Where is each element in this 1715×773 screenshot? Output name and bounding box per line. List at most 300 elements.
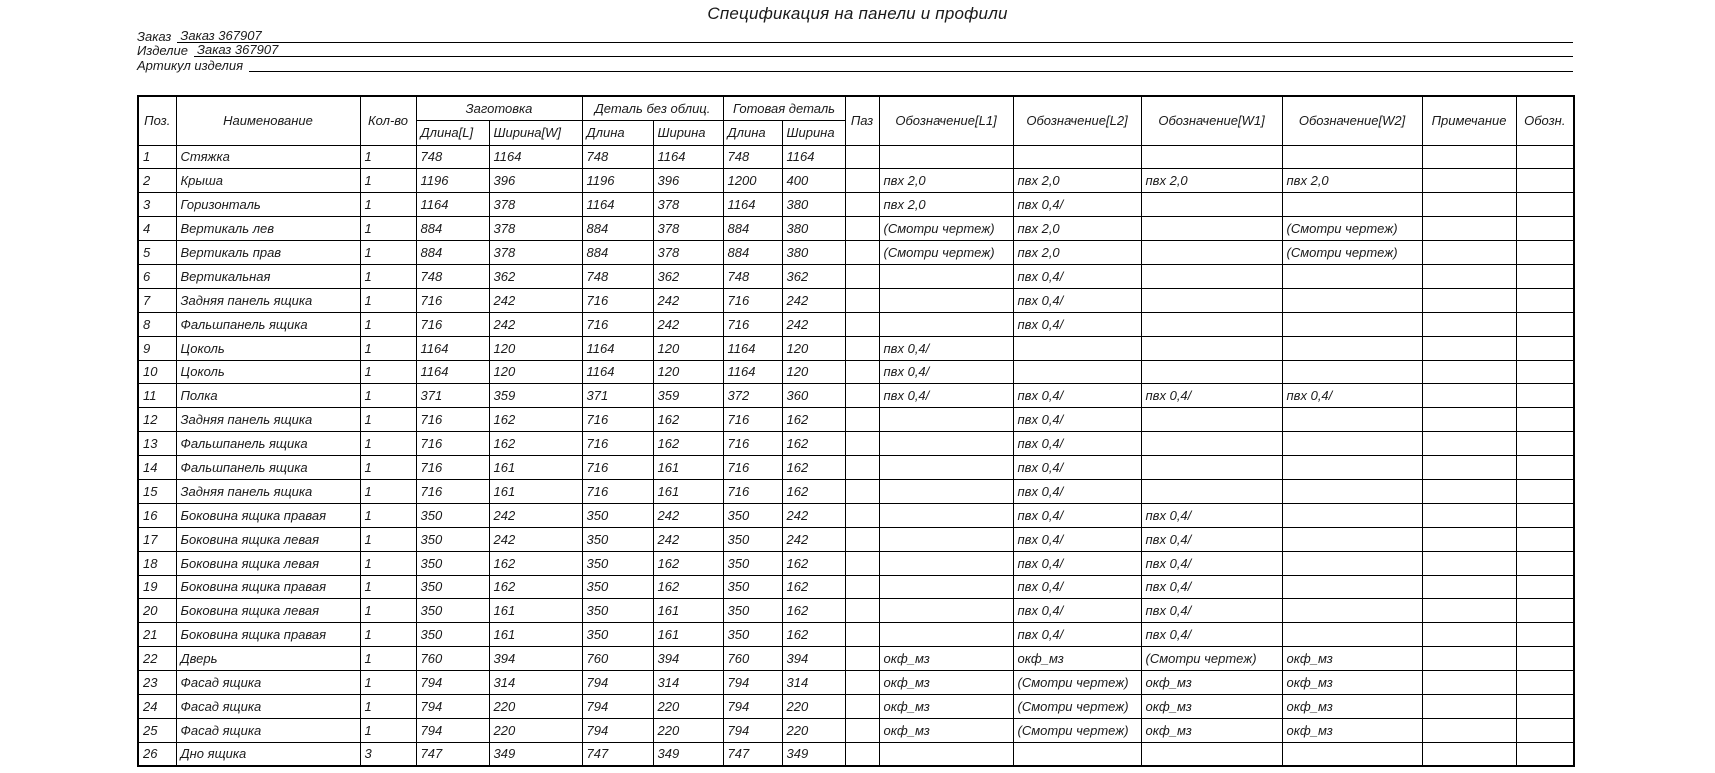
cell-qty: 1 (360, 145, 416, 169)
cell-ready-width: 1164 (782, 145, 845, 169)
cell-raw-length: 350 (582, 599, 653, 623)
cell-blank-length: 716 (416, 408, 489, 432)
cell-mark-l1 (879, 456, 1013, 480)
cell-raw-width: 161 (653, 623, 723, 647)
cell-blank-width: 242 (489, 503, 582, 527)
cell-sign (1516, 432, 1574, 456)
cell-blank-length: 350 (416, 623, 489, 647)
cell-mark-w2 (1282, 336, 1422, 360)
cell-mark-l2: пвх 0,4/ (1013, 312, 1141, 336)
cell-sign (1516, 599, 1574, 623)
cell-mark-l1: пвх 0,4/ (879, 384, 1013, 408)
cell-name: Задняя панель ящика (176, 288, 360, 312)
cell-mark-l1: (Смотри чертеж) (879, 241, 1013, 265)
cell-raw-length: 350 (582, 551, 653, 575)
table-row (138, 408, 1574, 432)
cell-raw-width: 242 (653, 288, 723, 312)
cell-ready-length: 716 (723, 479, 782, 503)
cell-paz (845, 599, 879, 623)
page-title: Спецификация на панели и профили (707, 4, 1008, 23)
cell-blank-length: 794 (416, 671, 489, 695)
cell-qty: 1 (360, 408, 416, 432)
cell-name: Дно ящика (176, 742, 360, 766)
cell-name: Фальшпанель ящика (176, 432, 360, 456)
cell-note (1422, 360, 1516, 384)
cell-mark-w2 (1282, 360, 1422, 384)
cell-blank-width: 161 (489, 456, 582, 480)
cell-raw-length: 884 (582, 241, 653, 265)
cell-blank-width: 242 (489, 312, 582, 336)
cell-name: Фасад ящика (176, 671, 360, 695)
cell-blank-width: 314 (489, 671, 582, 695)
cell-mark-w2 (1282, 742, 1422, 766)
cell-pos: 18 (138, 551, 176, 575)
cell-name: Фальшпанель ящика (176, 456, 360, 480)
cell-mark-l2: пвх 0,4/ (1013, 432, 1141, 456)
cell-sign (1516, 241, 1574, 265)
cell-sign (1516, 527, 1574, 551)
spec-table (137, 95, 1575, 767)
cell-mark-w1 (1141, 408, 1282, 432)
cell-raw-length: 794 (582, 718, 653, 742)
cell-mark-w2 (1282, 408, 1422, 432)
cell-qty: 1 (360, 551, 416, 575)
cell-mark-l1 (879, 551, 1013, 575)
cell-mark-l2 (1013, 336, 1141, 360)
cell-ready-width: 162 (782, 479, 845, 503)
cell-name: Фасад ящика (176, 694, 360, 718)
cell-qty: 1 (360, 288, 416, 312)
cell-name: Задняя панель ящика (176, 408, 360, 432)
cell-pos: 24 (138, 694, 176, 718)
cell-sign (1516, 288, 1574, 312)
cell-pos: 3 (138, 193, 176, 217)
cell-mark-l1 (879, 432, 1013, 456)
cell-mark-l2: пвх 0,4/ (1013, 599, 1141, 623)
table-row (138, 432, 1574, 456)
cell-mark-w2 (1282, 193, 1422, 217)
col-header-mark-l2: Обозначение[L2] (1013, 96, 1141, 145)
cell-sign (1516, 479, 1574, 503)
cell-note (1422, 599, 1516, 623)
cell-mark-w2: окф_мз (1282, 718, 1422, 742)
table-row (138, 718, 1574, 742)
cell-sign (1516, 193, 1574, 217)
cell-blank-length: 371 (416, 384, 489, 408)
table-row (138, 288, 1574, 312)
col-group-raw: Деталь без облиц. (582, 96, 723, 120)
cell-ready-length: 350 (723, 623, 782, 647)
cell-paz (845, 456, 879, 480)
cell-note (1422, 264, 1516, 288)
cell-mark-l2: пвх 0,4/ (1013, 575, 1141, 599)
cell-ready-length: 794 (723, 694, 782, 718)
cell-ready-length: 372 (723, 384, 782, 408)
cell-mark-l2: пвх 2,0 (1013, 241, 1141, 265)
cell-ready-length: 794 (723, 718, 782, 742)
cell-mark-w1: пвх 2,0 (1141, 169, 1282, 193)
cell-mark-l1 (879, 288, 1013, 312)
cell-blank-width: 362 (489, 264, 582, 288)
cell-mark-w1 (1141, 264, 1282, 288)
cell-raw-length: 794 (582, 694, 653, 718)
cell-paz (845, 647, 879, 671)
cell-name: Горизонталь (176, 193, 360, 217)
cell-pos: 14 (138, 456, 176, 480)
cell-mark-w1: пвх 0,4/ (1141, 575, 1282, 599)
cell-blank-length: 350 (416, 527, 489, 551)
col-group-ready: Готовая деталь (723, 96, 845, 120)
cell-name: Боковина ящика левая (176, 527, 360, 551)
cell-raw-width: 120 (653, 336, 723, 360)
cell-note (1422, 623, 1516, 647)
cell-blank-width: 162 (489, 551, 582, 575)
cell-mark-l2: пвх 0,4/ (1013, 551, 1141, 575)
cell-raw-length: 747 (582, 742, 653, 766)
cell-sign (1516, 336, 1574, 360)
cell-mark-w1: пвх 0,4/ (1141, 503, 1282, 527)
cell-name: Боковина ящика правая (176, 623, 360, 647)
cell-mark-l1: окф_мз (879, 694, 1013, 718)
cell-sign (1516, 623, 1574, 647)
cell-ready-width: 162 (782, 599, 845, 623)
cell-qty: 1 (360, 193, 416, 217)
col-header-raw-width: Ширина (653, 120, 723, 145)
order-row (137, 28, 1573, 43)
cell-raw-length: 748 (582, 264, 653, 288)
cell-note (1422, 575, 1516, 599)
cell-qty: 1 (360, 312, 416, 336)
cell-blank-width: 161 (489, 599, 582, 623)
cell-blank-width: 378 (489, 217, 582, 241)
cell-mark-w1 (1141, 742, 1282, 766)
cell-sign (1516, 145, 1574, 169)
cell-raw-width: 242 (653, 312, 723, 336)
cell-pos: 9 (138, 336, 176, 360)
cell-pos: 1 (138, 145, 176, 169)
cell-blank-length: 716 (416, 288, 489, 312)
cell-name: Вертикальная (176, 264, 360, 288)
cell-paz (845, 623, 879, 647)
cell-paz (845, 288, 879, 312)
cell-mark-w2 (1282, 432, 1422, 456)
cell-sign (1516, 456, 1574, 480)
cell-ready-width: 380 (782, 241, 845, 265)
cell-raw-length: 716 (582, 288, 653, 312)
cell-mark-w2 (1282, 623, 1422, 647)
cell-qty: 1 (360, 647, 416, 671)
cell-mark-l1 (879, 599, 1013, 623)
cell-mark-w1 (1141, 479, 1282, 503)
cell-mark-w1: пвх 0,4/ (1141, 599, 1282, 623)
cell-paz (845, 408, 879, 432)
cell-raw-width: 242 (653, 503, 723, 527)
cell-pos: 17 (138, 527, 176, 551)
cell-raw-width: 349 (653, 742, 723, 766)
col-header-ready-length: Длина (723, 120, 782, 145)
cell-raw-width: 314 (653, 671, 723, 695)
cell-blank-length: 747 (416, 742, 489, 766)
cell-blank-width: 161 (489, 479, 582, 503)
cell-blank-length: 794 (416, 694, 489, 718)
cell-mark-w2 (1282, 503, 1422, 527)
cell-blank-width: 220 (489, 718, 582, 742)
cell-blank-length: 350 (416, 599, 489, 623)
cell-blank-width: 162 (489, 408, 582, 432)
cell-qty: 1 (360, 479, 416, 503)
cell-blank-length: 1164 (416, 336, 489, 360)
cell-name: Боковина ящика правая (176, 575, 360, 599)
cell-blank-width: 378 (489, 241, 582, 265)
cell-ready-length: 748 (723, 264, 782, 288)
table-row (138, 527, 1574, 551)
cell-blank-length: 1164 (416, 360, 489, 384)
cell-ready-length: 1164 (723, 193, 782, 217)
cell-mark-w1: окф_мз (1141, 718, 1282, 742)
table-row (138, 264, 1574, 288)
cell-raw-width: 161 (653, 599, 723, 623)
cell-blank-width: 396 (489, 169, 582, 193)
cell-raw-width: 162 (653, 408, 723, 432)
cell-mark-l1 (879, 312, 1013, 336)
cell-mark-w1: окф_мз (1141, 671, 1282, 695)
cell-mark-l1 (879, 575, 1013, 599)
cell-blank-width: 378 (489, 193, 582, 217)
cell-blank-width: 162 (489, 575, 582, 599)
article-label: Артикул изделия (137, 57, 244, 73)
cell-pos: 2 (138, 169, 176, 193)
cell-mark-l1 (879, 145, 1013, 169)
cell-pos: 11 (138, 384, 176, 408)
cell-ready-length: 794 (723, 671, 782, 695)
cell-sign (1516, 360, 1574, 384)
col-header-blank-width: Ширина[W] (489, 120, 582, 145)
cell-ready-width: 314 (782, 671, 845, 695)
cell-note (1422, 479, 1516, 503)
cell-raw-length: 371 (582, 384, 653, 408)
cell-blank-length: 1164 (416, 193, 489, 217)
cell-mark-w1 (1141, 336, 1282, 360)
cell-mark-w1: пвх 0,4/ (1141, 551, 1282, 575)
cell-paz (845, 312, 879, 336)
cell-paz (845, 336, 879, 360)
cell-mark-w1 (1141, 145, 1282, 169)
cell-note (1422, 527, 1516, 551)
cell-ready-length: 350 (723, 527, 782, 551)
cell-mark-w1 (1141, 432, 1282, 456)
cell-raw-width: 242 (653, 527, 723, 551)
cell-mark-l1 (879, 264, 1013, 288)
cell-paz (845, 551, 879, 575)
cell-blank-width: 242 (489, 288, 582, 312)
cell-mark-l1: пвх 0,4/ (879, 336, 1013, 360)
cell-ready-width: 162 (782, 623, 845, 647)
cell-raw-width: 162 (653, 551, 723, 575)
cell-blank-width: 349 (489, 742, 582, 766)
cell-mark-l1 (879, 408, 1013, 432)
cell-ready-width: 162 (782, 432, 845, 456)
cell-blank-length: 748 (416, 145, 489, 169)
cell-ready-width: 162 (782, 408, 845, 432)
cell-blank-width: 242 (489, 527, 582, 551)
article-row (137, 57, 1573, 72)
cell-note (1422, 742, 1516, 766)
cell-mark-w1 (1141, 456, 1282, 480)
col-group-blank: Заготовка (416, 96, 582, 120)
table-row (138, 456, 1574, 480)
cell-name: Задняя панель ящика (176, 479, 360, 503)
cell-qty: 1 (360, 360, 416, 384)
cell-mark-l2 (1013, 742, 1141, 766)
cell-paz (845, 479, 879, 503)
table-row (138, 217, 1574, 241)
col-header-paz: Паз (845, 96, 879, 145)
cell-note (1422, 241, 1516, 265)
cell-name: Цоколь (176, 336, 360, 360)
cell-blank-length: 716 (416, 479, 489, 503)
cell-paz (845, 145, 879, 169)
cell-blank-width: 394 (489, 647, 582, 671)
cell-blank-length: 716 (416, 456, 489, 480)
cell-ready-length: 748 (723, 145, 782, 169)
product-value: Заказ 367907 (194, 43, 1573, 57)
cell-raw-width: 120 (653, 360, 723, 384)
cell-sign (1516, 718, 1574, 742)
cell-mark-l2: (Смотри чертеж) (1013, 718, 1141, 742)
table-row (138, 336, 1574, 360)
cell-raw-width: 396 (653, 169, 723, 193)
cell-pos: 25 (138, 718, 176, 742)
cell-note (1422, 193, 1516, 217)
cell-mark-w2 (1282, 527, 1422, 551)
cell-paz (845, 217, 879, 241)
table-row (138, 360, 1574, 384)
cell-mark-l2: пвх 0,4/ (1013, 456, 1141, 480)
cell-paz (845, 694, 879, 718)
col-header-mark-w2: Обозначение[W2] (1282, 96, 1422, 145)
cell-blank-length: 350 (416, 551, 489, 575)
cell-ready-length: 1164 (723, 360, 782, 384)
cell-blank-length: 748 (416, 264, 489, 288)
cell-raw-length: 1164 (582, 360, 653, 384)
cell-mark-w2: окф_мз (1282, 694, 1422, 718)
cell-raw-length: 716 (582, 312, 653, 336)
cell-note (1422, 647, 1516, 671)
cell-raw-length: 884 (582, 217, 653, 241)
cell-mark-w2 (1282, 575, 1422, 599)
cell-note (1422, 551, 1516, 575)
cell-mark-l1 (879, 527, 1013, 551)
cell-raw-width: 378 (653, 217, 723, 241)
cell-note (1422, 503, 1516, 527)
cell-mark-l2: пвх 2,0 (1013, 217, 1141, 241)
cell-ready-length: 884 (723, 217, 782, 241)
cell-qty: 1 (360, 217, 416, 241)
cell-mark-l1 (879, 623, 1013, 647)
col-header-ready-width: Ширина (782, 120, 845, 145)
table-row (138, 742, 1574, 766)
cell-paz (845, 384, 879, 408)
cell-ready-length: 747 (723, 742, 782, 766)
cell-pos: 23 (138, 671, 176, 695)
cell-mark-w2 (1282, 456, 1422, 480)
cell-raw-length: 350 (582, 503, 653, 527)
cell-pos: 20 (138, 599, 176, 623)
cell-name: Фасад ящика (176, 718, 360, 742)
cell-mark-l1: пвх 2,0 (879, 193, 1013, 217)
cell-raw-length: 794 (582, 671, 653, 695)
cell-ready-width: 242 (782, 503, 845, 527)
cell-raw-length: 350 (582, 575, 653, 599)
cell-note (1422, 288, 1516, 312)
cell-mark-l1 (879, 742, 1013, 766)
cell-qty: 1 (360, 694, 416, 718)
cell-pos: 16 (138, 503, 176, 527)
table-row (138, 169, 1574, 193)
col-header-name: Наименование (176, 96, 360, 145)
cell-blank-length: 350 (416, 503, 489, 527)
table-row (138, 575, 1574, 599)
cell-ready-length: 884 (723, 241, 782, 265)
cell-blank-width: 162 (489, 432, 582, 456)
cell-ready-width: 162 (782, 551, 845, 575)
cell-mark-l1: окф_мз (879, 671, 1013, 695)
cell-qty: 1 (360, 241, 416, 265)
cell-qty: 1 (360, 671, 416, 695)
cell-mark-w2: пвх 0,4/ (1282, 384, 1422, 408)
cell-note (1422, 671, 1516, 695)
cell-raw-width: 378 (653, 241, 723, 265)
cell-mark-l2: пвх 0,4/ (1013, 527, 1141, 551)
product-row (137, 43, 1573, 58)
cell-raw-length: 350 (582, 623, 653, 647)
cell-ready-length: 350 (723, 575, 782, 599)
cell-raw-width: 1164 (653, 145, 723, 169)
cell-qty: 1 (360, 503, 416, 527)
cell-ready-width: 360 (782, 384, 845, 408)
cell-pos: 10 (138, 360, 176, 384)
table-row (138, 145, 1574, 169)
cell-sign (1516, 647, 1574, 671)
cell-ready-length: 716 (723, 432, 782, 456)
cell-mark-w2 (1282, 312, 1422, 336)
cell-paz (845, 432, 879, 456)
cell-blank-length: 350 (416, 575, 489, 599)
cell-mark-w2 (1282, 551, 1422, 575)
cell-mark-l2: пвх 0,4/ (1013, 479, 1141, 503)
cell-note (1422, 408, 1516, 432)
col-header-blank-length: Длина[L] (416, 120, 489, 145)
cell-ready-length: 350 (723, 551, 782, 575)
cell-mark-l1 (879, 503, 1013, 527)
cell-pos: 21 (138, 623, 176, 647)
cell-mark-w2 (1282, 479, 1422, 503)
cell-pos: 19 (138, 575, 176, 599)
cell-paz (845, 193, 879, 217)
cell-mark-l2: пвх 2,0 (1013, 169, 1141, 193)
cell-sign (1516, 312, 1574, 336)
article-value (249, 58, 1573, 72)
cell-ready-width: 362 (782, 264, 845, 288)
cell-blank-length: 1196 (416, 169, 489, 193)
col-header-pos: Поз. (138, 96, 176, 145)
cell-ready-length: 716 (723, 288, 782, 312)
cell-note (1422, 694, 1516, 718)
cell-raw-length: 748 (582, 145, 653, 169)
cell-ready-width: 349 (782, 742, 845, 766)
cell-sign (1516, 671, 1574, 695)
cell-ready-width: 220 (782, 718, 845, 742)
